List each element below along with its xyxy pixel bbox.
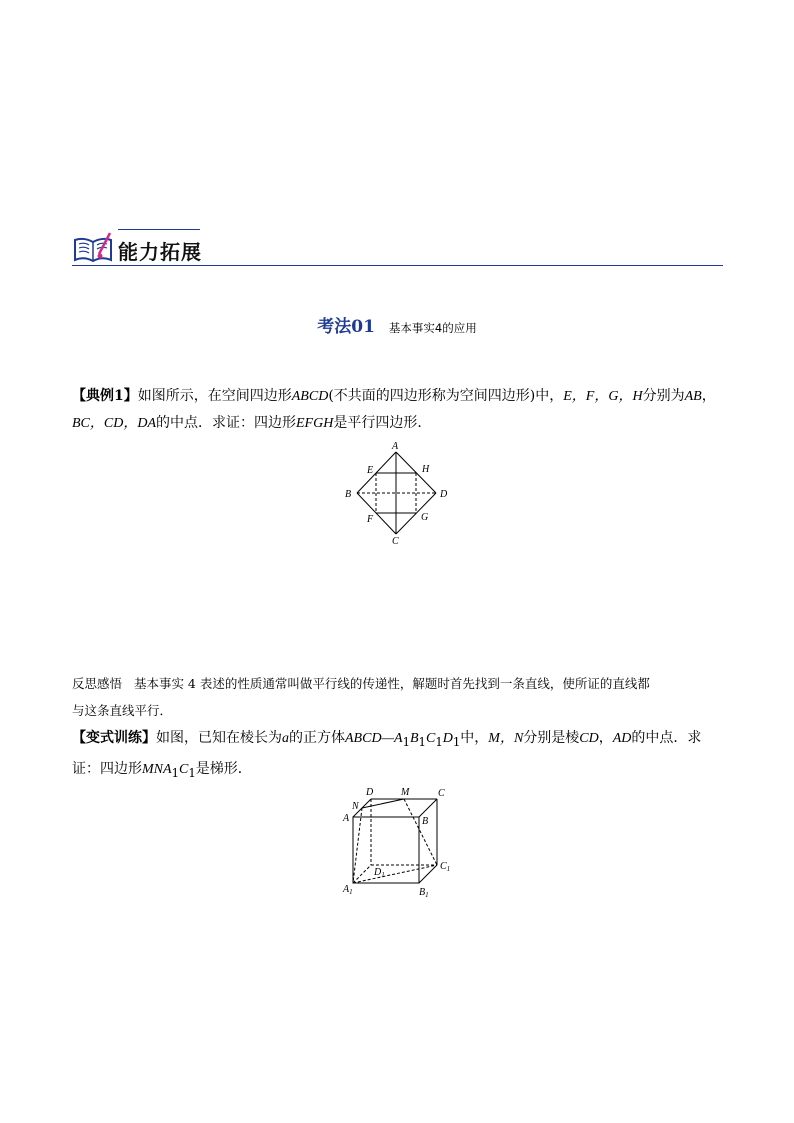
fig2-label-n: N [352,801,359,812]
banner-top-rule [118,229,200,230]
variant-paragraph: 【变式训练】如图，已知在棱长为a的正方体$ABCD—A_1B_1C_1D_1$中，M，N分别是棱CD，AD的中点．求 证：四边形$MNA_1C_1$是梯形． [72,730,702,780]
fig2-label-b1: $B_1$ [419,887,429,899]
fig1-label-b: B [345,489,352,500]
fig1-label-e: E [367,465,374,476]
fig2-label-a: A [343,813,350,824]
variant-tag: 【变式训练】 [72,730,156,746]
book-icon [72,230,114,264]
fig2-label-a1: $A_1$ [343,884,353,896]
example-paragraph: 【典例1】如图所示，在空间四边形ABCD(不共面的四边形称为空间四边形)中，E，F，G，H分别为AB， BC，CD，DA的中点．求证：四边形EFGH是平行四边形． [72,388,716,431]
fig2-label-m: M [401,787,410,798]
kaofa-heading [0,312,794,337]
fig2-label-d: D [366,787,374,798]
kaofa-title: 基本事实4的应用 [388,321,477,335]
fig1-label-h: H [422,464,430,475]
figure-cube [340,783,460,901]
banner-underline [72,265,723,266]
reflection-paragraph: 反思感悟 基本事实 4 表述的性质通常叫做平行线的传递性，解题时首先找到一条直线，使所证的直线都 与这条直线平行． [72,676,650,718]
fig1-label-g: G [421,512,429,523]
section-banner-title: 能力拓展 [118,240,202,264]
example-tag: 【典例1】 [72,388,138,404]
fig2-label-c1: $C_1$ [440,861,451,873]
reflection-label: 反思感悟 [72,676,123,691]
kaofa-label: 考法01 [317,317,375,337]
fig1-label-f: F [367,514,374,525]
figure-quadrilateral [340,440,455,548]
fig1-label-d: D [440,489,448,500]
fig2-label-d1: $D_1$ [374,867,385,879]
fig1-label-a: A [392,441,399,452]
fig2-label-c: C [438,788,445,799]
fig1-label-c: C [392,536,399,547]
fig2-label-b: B [422,816,429,827]
